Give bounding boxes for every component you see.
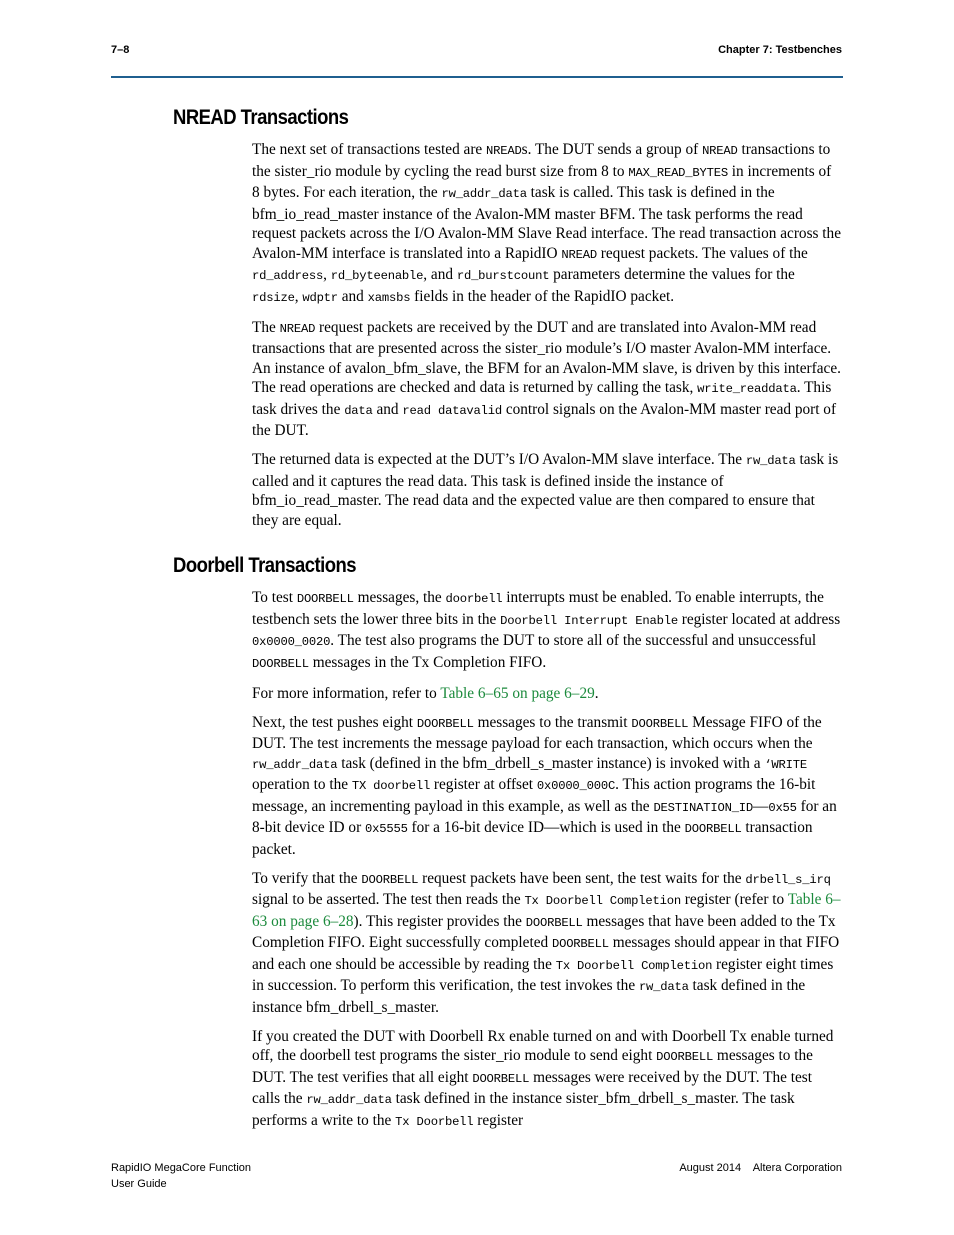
section-body-doorbell — [252, 588, 842, 1142]
code-term: doorbell — [445, 592, 503, 606]
text-run: in increments of 8 bytes. For each iteration, the — [252, 162, 832, 201]
text-run: , — [323, 266, 331, 283]
text-run: . This action programs the 16-bit message, an incrementing payload in this example, as well as the — [252, 776, 816, 815]
text-run: fields in the header of the RapidIO packet. — [410, 287, 675, 305]
text-run: . — [594, 684, 599, 702]
code-term: DOORBELL — [525, 915, 583, 930]
code-term: NREAD — [702, 144, 738, 158]
text-run: . The test also programs the DUT to store all of the successful and unsuccessful — [330, 632, 817, 649]
code-term: rw_addr_data — [306, 1093, 392, 1107]
text-run: task (defined in the bfm_drbell_s_master instance) is invoked with a — [337, 754, 765, 772]
footer-date-company: August 2014 Altera Corporation — [679, 1162, 842, 1174]
text-run: , — [294, 287, 303, 305]
code-term: DOORBELL — [361, 872, 419, 887]
code-term: DOORBELL — [252, 656, 309, 671]
code-term: Tx Doorbell Completion — [555, 958, 713, 973]
text-run: transactions to the sister_rio module by cycling the read burst size from 8 to — [252, 141, 831, 180]
code-term: Tx Doorbell — [395, 1114, 474, 1129]
text-run: task is called. This task is defined in the bfm_io_read_master instance of the Avalon-MM master BFM. The task performs the read request packets across the I/O Avalon-MM Slave Read interface. The read transaction across the Avalon-MM interface is translated into a RapidIO — [252, 184, 841, 262]
paragraph — [252, 140, 842, 308]
code-term: DOORBELL — [296, 592, 354, 606]
code-term: MAX_READ_BYTES — [628, 165, 728, 180]
paragraph — [252, 588, 842, 674]
footer-product — [111, 1160, 251, 1192]
text-run: messages to the DUT. The test verifies that all eight — [252, 1047, 813, 1086]
code-term: rw_addr_data — [441, 187, 527, 201]
text-run: ). This register provides the — [353, 912, 526, 930]
text-run: request packets. The values of the — [596, 244, 808, 262]
code-term: rw_data — [745, 454, 796, 468]
paragraph — [252, 1027, 842, 1133]
cross-reference-link[interactable]: Table 6–65 on page 6–29 — [440, 684, 595, 702]
text-run: request packets are received by the DUT and are translated into Avalon-MM read transactions that are presented across the sister_rio module’s I/O master Avalon-MM interface. An instance of avalon_bfm_slave, the BFM for an Avalon-MM slave, is driven by this interface. The read operations are checked and data is returned by calling the task, — [252, 318, 841, 396]
code-term: ‘WRITE — [764, 757, 807, 772]
code-term: NREAD — [486, 144, 522, 158]
text-run: To verify that the — [252, 869, 362, 887]
code-term: write_readdata — [697, 382, 797, 396]
paragraph — [252, 869, 842, 1018]
section-body-nread — [252, 140, 842, 540]
text-run: and — [372, 400, 403, 418]
text-run: for an 8-bit device ID or — [252, 797, 837, 836]
text-run: interrupts must be enabled. To enable interrupts, the testbench sets the lower three bits in the — [252, 589, 824, 628]
paragraph — [252, 318, 842, 441]
text-run: , and — [423, 266, 457, 283]
code-term: wdptr — [302, 290, 338, 305]
code-term: DOORBELL — [684, 822, 742, 836]
code-term: rd_address — [252, 269, 324, 283]
code-term: 0x55 — [768, 800, 797, 815]
text-run: To test — [252, 589, 297, 606]
text-run: register eight times in succession. To perform this verification, the test invokes the — [252, 955, 834, 994]
text-run: request packets have been sent, the test waits for the — [418, 869, 746, 887]
text-run: messages were received by the DUT. The test calls the — [252, 1068, 812, 1107]
text-run: register located at address — [677, 610, 841, 628]
text-run: task is called and it captures the read data. This task is defined inside the instance of bfm_io_read_master. The read data and the expected value are then compared to ensure that they are equal. — [252, 451, 839, 529]
code-term: rw_data — [638, 980, 689, 994]
text-run: For more information, refer to — [252, 684, 441, 702]
text-run: The — [252, 318, 280, 336]
text-run: . This task drives the — [252, 379, 832, 418]
text-run: Next, the test pushes eight — [252, 713, 417, 731]
text-run: control signals on the Avalon-MM master read port of the DUT. — [252, 400, 837, 439]
code-term: drbell_s_irq — [745, 872, 831, 887]
code-term: rd_byteenable — [330, 269, 424, 283]
text-run: messages, the — [353, 589, 446, 606]
text-run: register — [473, 1111, 524, 1129]
code-term: DOORBELL — [472, 1071, 530, 1086]
footer-product-line2: User Guide — [111, 1178, 167, 1190]
cross-reference-link[interactable]: Table 6–63 on page 6–28 — [252, 891, 841, 930]
text-run: The returned data is expected at the DUT’s I/O Avalon-MM slave interface. The — [252, 451, 746, 468]
code-term: rw_addr_data — [252, 757, 338, 772]
text-run: The next set of transactions tested are — [252, 141, 487, 158]
text-run: s. The DUT sends a group of — [521, 141, 703, 158]
text-run: signal to be asserted. The test then reads the — [252, 891, 525, 908]
code-term: DOORBELL — [631, 716, 689, 731]
code-term: DOORBELL — [656, 1050, 714, 1064]
text-run: register (refer to — [680, 891, 788, 908]
section-heading-nread: NREAD Transactions — [173, 106, 349, 129]
page-number: 7–8 — [111, 44, 130, 56]
code-term: DESTINATION_ID — [653, 800, 754, 815]
text-run: for a 16-bit device ID—which is used in the — [407, 819, 685, 836]
text-run: register at offset — [430, 776, 537, 793]
text-run: messages to the transmit — [473, 713, 632, 731]
paragraph — [252, 684, 842, 704]
code-term: NREAD — [561, 247, 597, 262]
code-term: Tx Doorbell Completion — [524, 894, 681, 908]
text-run: operation to the — [252, 776, 352, 793]
code-term: xamsbs — [367, 290, 411, 305]
text-run: parameters determine the values for the — [549, 266, 795, 283]
footer-product-line1: RapidIO MegaCore Function — [111, 1162, 252, 1174]
code-term: DOORBELL — [416, 716, 474, 731]
code-term: DOORBELL — [551, 937, 609, 951]
text-run: transaction packet. — [252, 819, 813, 858]
section-heading-doorbell: Doorbell Transactions — [173, 554, 356, 577]
code-term: 0x5555 — [365, 822, 408, 836]
code-term: data — [344, 403, 373, 418]
paragraph — [252, 450, 842, 530]
code-term: NREAD — [279, 321, 316, 336]
paragraph — [252, 713, 842, 860]
code-term: TX doorbell — [351, 779, 431, 793]
code-term: 0x0000_000C — [536, 779, 616, 793]
text-run: messages in the Tx Completion FIFO. — [308, 653, 547, 671]
chapter-title: Chapter 7: Testbenches — [718, 44, 842, 56]
code-term: Doorbell Interrupt Enable — [500, 613, 678, 628]
code-term: read datavalid — [402, 403, 502, 418]
text-run: task defined in the instance sister_bfm_drbell_s_master. The task performs a write to the — [252, 1090, 795, 1129]
text-run: task defined in the instance bfm_drbell_s_master. — [252, 977, 806, 1016]
text-run: messages that have been added to the Tx Completion FIFO. Eight successfully completed — [252, 912, 836, 951]
code-term: rdsize — [252, 290, 295, 305]
text-run: — — [753, 797, 769, 815]
text-run: Message FIFO of the DUT. The test increments the message payload for each transaction, which occurs when the — [252, 713, 822, 752]
text-run: If you created the DUT with Doorbell Rx enable turned on and with Doorbell Tx enable turned off, the doorbell test programs the sister_rio module to send eight — [252, 1027, 834, 1064]
header-rule — [111, 76, 843, 78]
code-term: 0x0000_0020 — [252, 635, 331, 649]
text-run: messages should appear in that FIFO and each one should be accessible by reading the — [252, 934, 840, 973]
code-term: rd_burstcount — [456, 269, 550, 283]
text-run: and — [337, 287, 368, 305]
